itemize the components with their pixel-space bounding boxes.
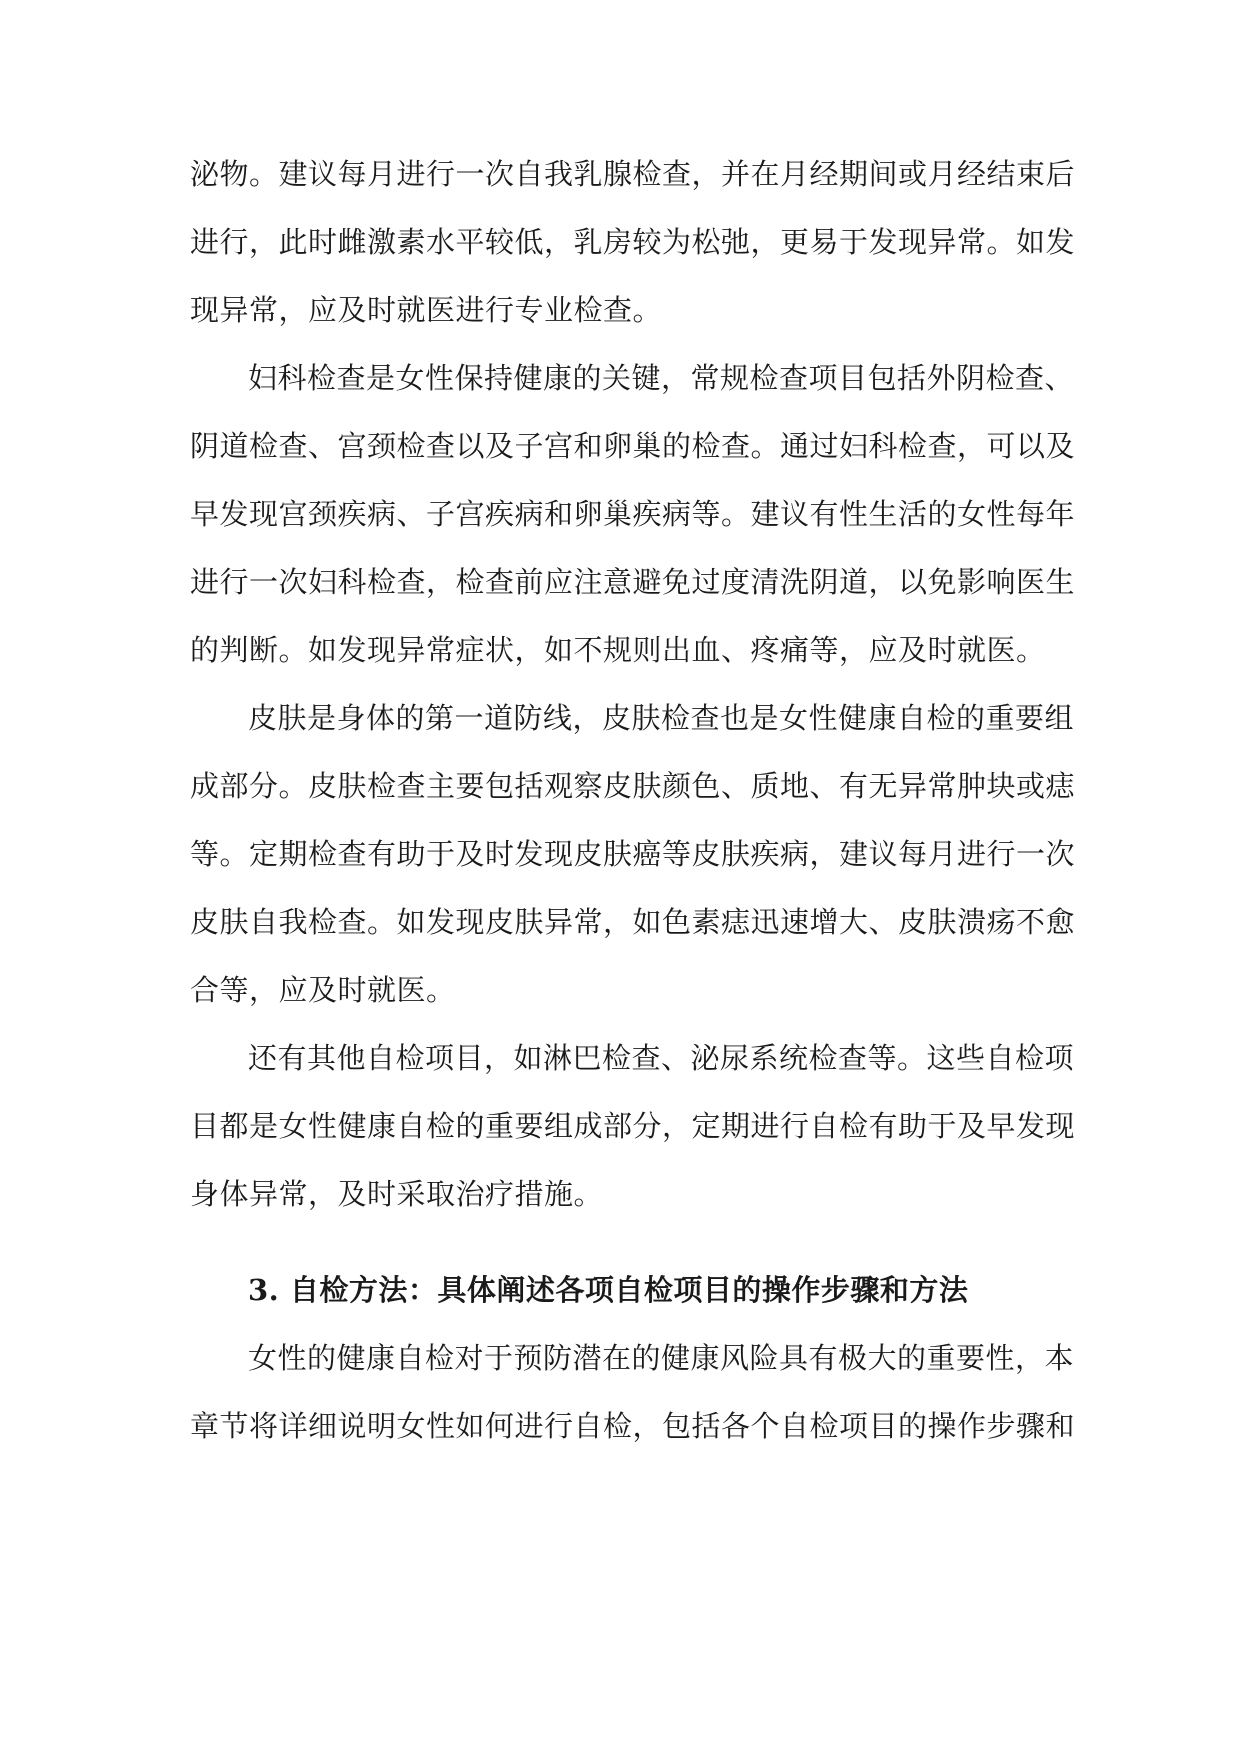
paragraph-3 [190, 684, 1076, 1024]
document-body [190, 140, 1076, 1460]
paragraph-line: 皮肤是身体的第一道防线，皮肤检查也是女性健康自检的重要组 [248, 701, 1075, 735]
paragraph-line: 的判断。如发现异常症状，如不规则出血、疼痛等，应及时就医。 [190, 633, 1046, 667]
paragraph-line: 早发现宫颈疾病、子宫疾病和卵巢疾病等。建议有性生活的女性每年 [190, 497, 1076, 531]
paragraph-1 [190, 140, 1076, 344]
paragraph-line: 目都是女性健康自检的重要组成部分，定期进行自检有助于及早发现 [190, 1109, 1076, 1143]
paragraph-4 [190, 1024, 1076, 1228]
section-heading: 3. 自检方法：具体阐述各项自检项目的操作步骤和方法 [248, 1273, 969, 1307]
paragraph-line: 合等，应及时就医。 [190, 973, 456, 1007]
paragraph-line: 皮肤自我检查。如发现皮肤异常，如色素痣迅速增大、皮肤溃疡不愈 [190, 905, 1076, 939]
paragraph-line: 女性的健康自检对于预防潜在的健康风险具有极大的重要性，本 [248, 1341, 1075, 1375]
paragraph-line: 妇科检查是女性保持健康的关键，常规检查项目包括外阴检查、 [248, 361, 1075, 395]
paragraph-line: 进行一次妇科检查，检查前应注意避免过度清洗阴道，以免影响医生 [190, 565, 1076, 599]
paragraph-5 [190, 1324, 1076, 1460]
paragraph-2 [190, 344, 1076, 684]
paragraph-line: 现异常，应及时就医进行专业检查。 [190, 293, 663, 327]
paragraph-line: 章节将详细说明女性如何进行自检，包括各个自检项目的操作步骤和 [190, 1409, 1076, 1443]
paragraph-line: 等。定期检查有助于及时发现皮肤癌等皮肤疾病，建议每月进行一次 [190, 837, 1076, 871]
paragraph-line: 阴道检查、宫颈检查以及子宫和卵巢的检查。通过妇科检查，可以及 [190, 429, 1076, 463]
paragraph-line: 身体异常，及时采取治疗措施。 [190, 1177, 604, 1211]
section-spacer [190, 1228, 1052, 1256]
paragraph-line: 进行，此时雌激素水平较低，乳房较为松弛，更易于发现异常。如发 [190, 225, 1076, 259]
paragraph-line: 还有其他自检项目，如淋巴检查、泌尿系统检查等。这些自检项 [248, 1041, 1075, 1075]
paragraph-line: 泌物。建议每月进行一次自我乳腺检查，并在月经期间或月经结束后 [190, 157, 1076, 191]
paragraph-line: 成部分。皮肤检查主要包括观察皮肤颜色、质地、有无异常肿块或痣 [190, 769, 1076, 803]
